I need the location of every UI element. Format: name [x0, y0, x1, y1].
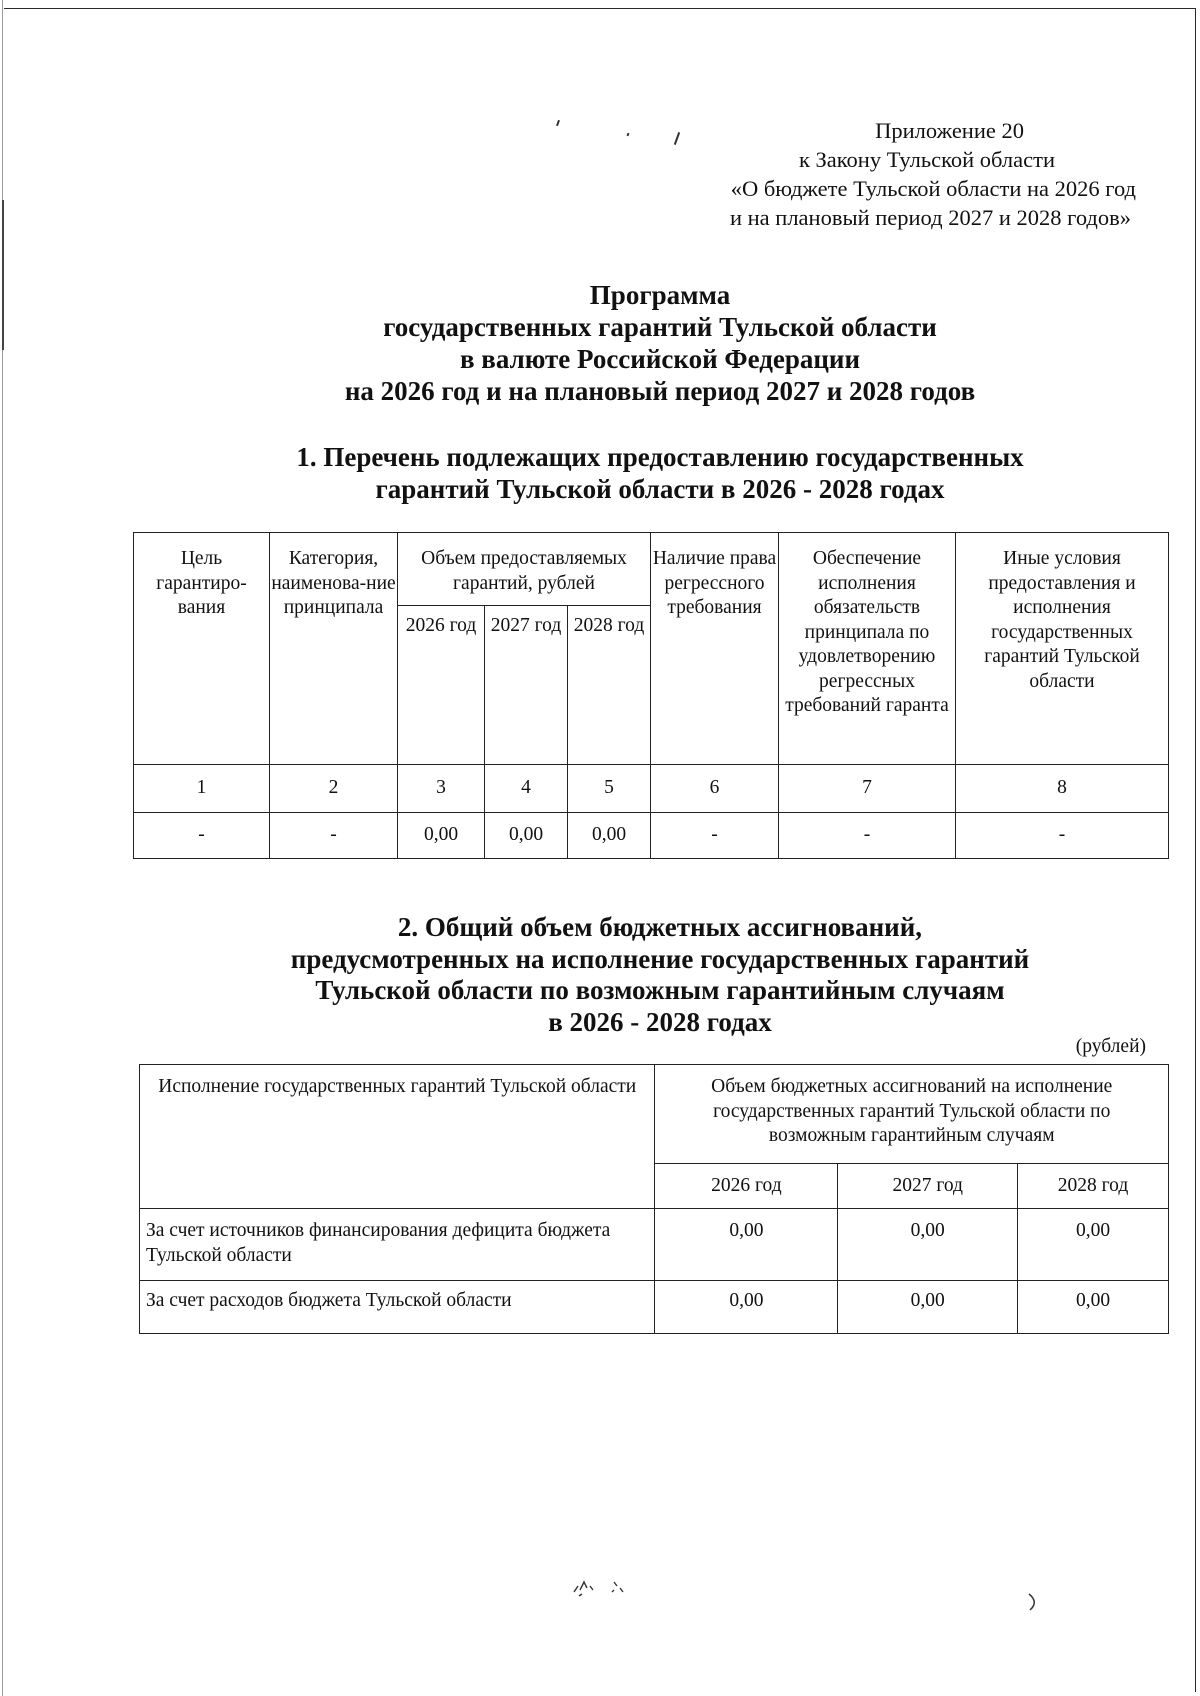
- section1-title-line: гарантий Тульской области в 2026 - 2028 годах: [375, 473, 945, 504]
- header-year-2026: 2026 год: [655, 1164, 838, 1209]
- section2-title-line: 2. Общий объем бюджетных ассигнований,: [397, 912, 923, 942]
- table-row: [140, 1209, 1169, 1281]
- budget-allocations-table: [139, 1064, 1169, 1334]
- table-cell: -: [270, 813, 398, 859]
- table-cell: -: [779, 813, 956, 859]
- column-number: 6: [651, 765, 779, 813]
- column-number: 3: [398, 765, 485, 813]
- column-number: 8: [956, 765, 1169, 813]
- table-cell: 0,00: [568, 813, 651, 859]
- table-cell: 0,00: [655, 1281, 838, 1334]
- annex-law: к Закону Тульской области: [798, 147, 1055, 172]
- section1-title-line: 1. Перечень подлежащих предоставлению государственных: [296, 442, 1024, 472]
- table-cell: 0,00: [1018, 1209, 1169, 1281]
- program-title-line: Программа: [589, 280, 731, 310]
- scan-arc-icon: [1027, 1592, 1041, 1612]
- program-title: [0, 279, 1200, 407]
- column-number: 7: [779, 765, 956, 813]
- guarantees-list-table: [133, 532, 1169, 859]
- column-number: 2: [270, 765, 398, 813]
- program-title-line: государственных гарантий Тульской области: [383, 312, 937, 342]
- annex-number: Приложение 20: [875, 118, 1024, 143]
- table-cell: -: [651, 813, 779, 859]
- table-cell: 0,00: [838, 1209, 1018, 1281]
- section2-title-line: предусмотренных на исполнение государственных гарантий: [290, 943, 1030, 974]
- header-volume-group: Объем предоставляемых гарантий, рублей: [398, 533, 651, 606]
- table-row: [140, 1281, 1169, 1334]
- header-principal: Категория, наименова-ние принципала: [270, 533, 398, 765]
- program-title-line: на 2026 год и на плановый период 2027 и 2028 годов: [344, 376, 976, 406]
- table-cell: 0,00: [485, 813, 568, 859]
- table-cell: 0,00: [655, 1209, 838, 1281]
- program-title-line: в валюте Российской Федерации: [459, 344, 861, 374]
- header-year-2028: 2028 год: [1018, 1164, 1169, 1209]
- header-year-2027: 2027 год: [485, 606, 568, 765]
- table-cell: -: [134, 813, 270, 859]
- annex-law-period: и на плановый период 2027 и 2028 годов»: [729, 205, 1131, 230]
- header-purpose: Цель гарантиро-вания: [134, 533, 270, 765]
- header-allocation-group: Объем бюджетных ассигнований на исполнение государственных гарантий Тульской области по возможным гарантийным случаям: [655, 1065, 1169, 1164]
- column-number: 5: [568, 765, 651, 813]
- row-label: За счет расходов бюджета Тульской области: [140, 1281, 655, 1334]
- column-number: 4: [485, 765, 568, 813]
- row-label: За счет источников финансирования дефицита бюджета Тульской области: [140, 1209, 655, 1281]
- header-guarantee-execution: Исполнение государственных гарантий Тульской области: [140, 1065, 655, 1209]
- table-cell: 0,00: [1018, 1281, 1169, 1334]
- header-recourse: Наличие права регрессного требования: [651, 533, 779, 765]
- scan-scribble-icon: [570, 1572, 630, 1602]
- section2-title: [0, 912, 1200, 1038]
- annex-law-title: «О бюджете Тульской области на 2026 год: [730, 176, 1136, 201]
- column-number: 1: [134, 765, 270, 813]
- header-year-2027: 2027 год: [838, 1164, 1018, 1209]
- header-other-terms: Иные условия предоставления и исполнения государственных гарантий Тульской области: [956, 533, 1169, 765]
- header-year-2026: 2026 год: [398, 606, 485, 765]
- header-security: Обеспечение исполнения обязательств принципала по удовлетворению регрессных требований гаранта: [779, 533, 956, 765]
- units-label: (рублей): [1075, 1036, 1146, 1057]
- section2-title-line: в 2026 - 2028 годах: [548, 1006, 772, 1037]
- header-year-2028: 2028 год: [568, 606, 651, 765]
- section1-title: [0, 442, 1200, 505]
- table-cell: 0,00: [838, 1281, 1018, 1334]
- table-cell: 0,00: [398, 813, 485, 859]
- annex-reference: [636, 116, 1136, 232]
- section2-title-line: Тульской области по возможным гарантийным случаям: [315, 975, 1005, 1005]
- table-cell: -: [956, 813, 1169, 859]
